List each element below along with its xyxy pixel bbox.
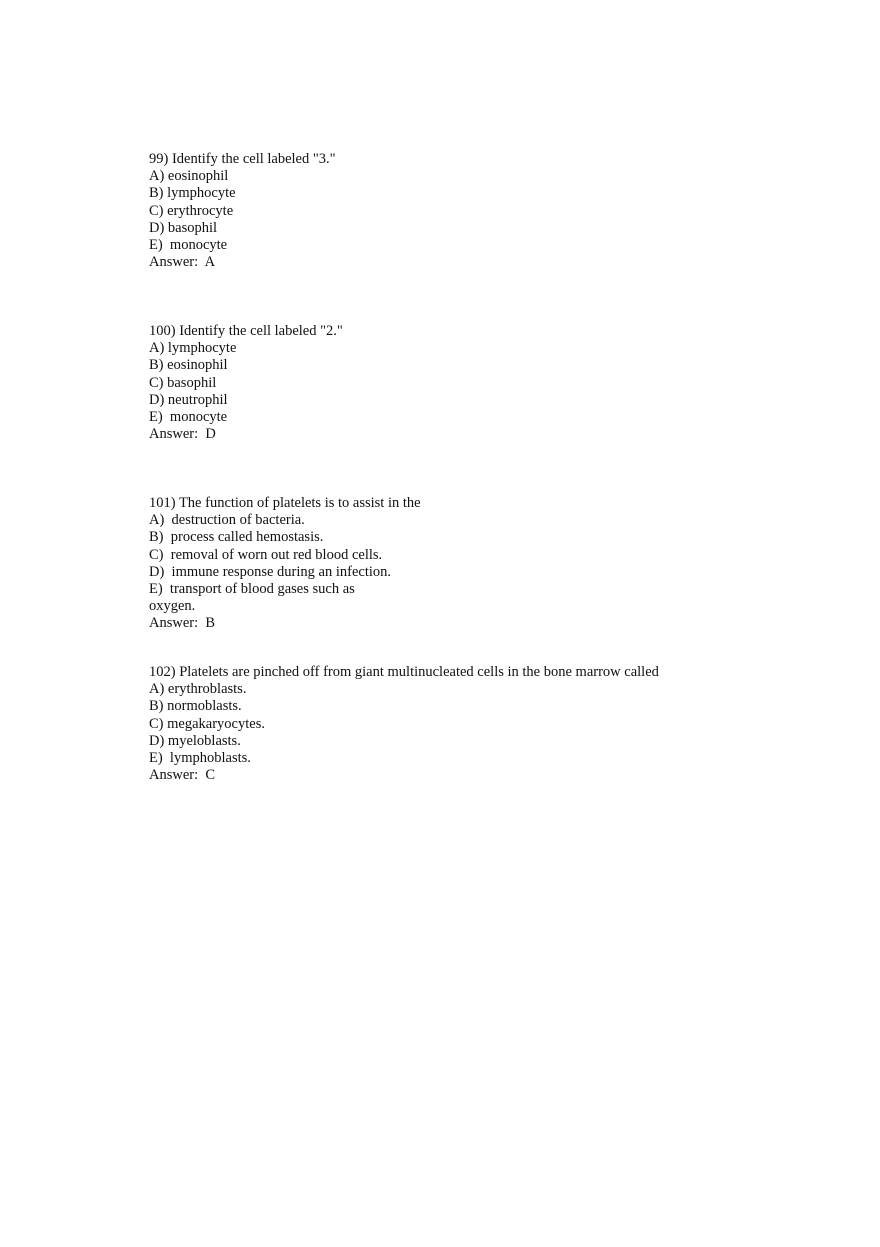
answer-line: Answer: B <box>149 615 216 632</box>
answer-line: Answer: A <box>149 254 216 271</box>
option-c: C) megakaryocytes. <box>149 715 265 732</box>
option-d: D) neutrophil <box>149 391 228 408</box>
question-stem: 102) Platelets are pinched off from giant multinucleated cells in the bone marrow called <box>149 664 659 680</box>
option-b: B) eosinophil <box>149 357 228 374</box>
option-a: A) lymphocyte <box>149 340 237 357</box>
option-c: C) removal of worn out red blood cells. <box>149 546 383 563</box>
answer-line: Answer: C <box>149 767 216 784</box>
option-a: A) eosinophil <box>149 168 229 185</box>
option-a: A) destruction of bacteria. <box>149 512 305 529</box>
option-e: E) monocyte <box>149 236 228 253</box>
option-b: B) process called hemostasis. <box>149 529 324 546</box>
option-e: E) monocyte <box>149 408 228 425</box>
question-stem: 99) Identify the cell labeled "3." <box>149 151 336 167</box>
option-b: B) normoblasts. <box>149 698 242 715</box>
option-d: D) immune response during an infection. <box>149 563 392 580</box>
option-c: C) erythrocyte <box>149 202 234 219</box>
option-e: E) transport of blood gases such as <box>149 580 355 597</box>
option-e: E) lymphoblasts. <box>149 749 251 766</box>
option-d: D) myeloblasts. <box>149 732 241 749</box>
option-d: D) basophil <box>149 219 218 236</box>
question-stem: 101) The function of platelets is to assist in the <box>149 495 421 511</box>
option-e-continuation: oxygen. <box>149 598 196 615</box>
question-99 <box>149 151 789 271</box>
question-101 <box>149 495 789 633</box>
option-b: B) lymphocyte <box>149 185 236 202</box>
option-c: C) basophil <box>149 374 217 391</box>
answer-line: Answer: D <box>149 426 216 443</box>
option-a: A) erythroblasts. <box>149 681 247 698</box>
question-102 <box>149 664 789 784</box>
question-100 <box>149 323 789 443</box>
question-stem: 100) Identify the cell labeled "2." <box>149 323 343 339</box>
